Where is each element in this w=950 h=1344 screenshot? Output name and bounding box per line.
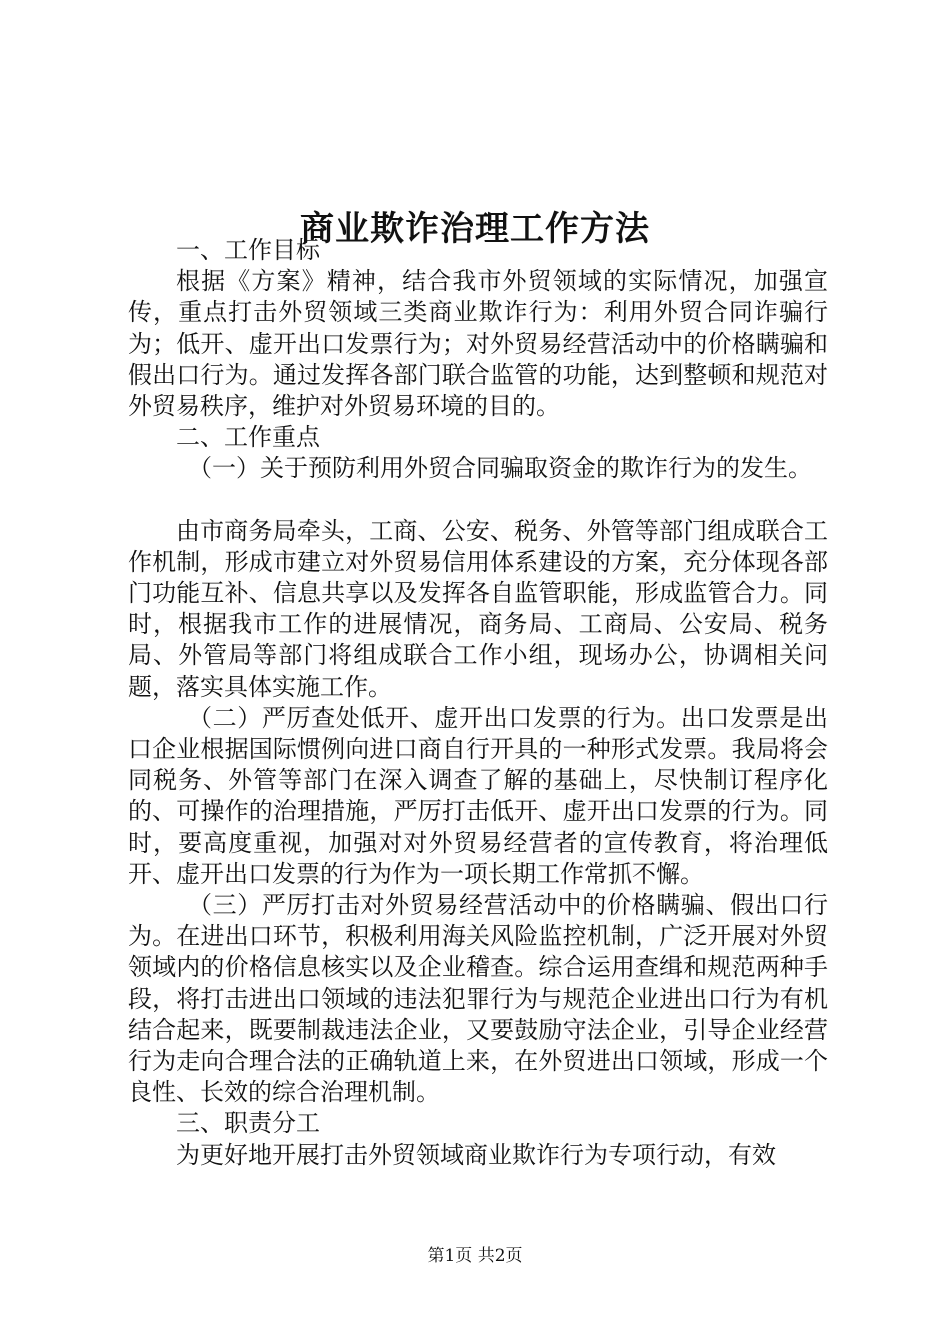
section-heading-focus: 二、工作重点 [176,423,320,452]
paragraph-goals: 根据《方案》精神，结合我市外贸领域的实际情况，加强宣传，重点打击外贸领域三类商业欺诈行为：利用外贸合同诈骗行为；低开、虚开出口发票行为；对外贸易经营活动中的价格瞒骗和假出口行为。通过发挥各部门联合监管的功能，达到整顿和规范对外贸易秩序，维护对外贸易环境的目的。 [128,267,828,421]
document-body [128,235,828,1171]
page-number-footer: 第1页 共2页 [427,1246,523,1266]
section-heading-goals: 一、工作目标 [176,236,320,264]
section-heading-duties: 三、职责分工 [176,1109,320,1138]
paragraph-invoice-fraud: （二）严厉查处低开、虚开出口发票的行为。出口发票是出口企业根据国际惯例向进口商自行开具的一种形式发票。我局将会同税务、外管等部门在深入调查了解的基础上，尽快制订程序化的、可操作的治理措施，严厉打击低开、虚开出口发票的行为。同时，要高度重视，加强对对外贸易经营者的宣传教育，将治理低开、虚开出口发票的行为作为一项长期工作常抓不懈。 [128,703,828,888]
subheading-contract-fraud: （一）关于预防利用外贸合同骗取资金的欺诈行为的发生。 [188,454,812,483]
paragraph-joint-mechanism: 由市商务局牵头，工商、公安、税务、外管等部门组成联合工作机制，形成市建立对外贸易信用体系建设的方案，充分体现各部门功能互补、信息共享以及发挥各自监管职能，形成监管合力。同时，根据我市工作的进展情况，商务局、工商局、公安局、税务局、外管局等部门将组成联合工作小组，现场办公，协调相关问题，落实具体实施工作。 [128,516,828,701]
paragraph-duties: 为更好地开展打击外贸领域商业欺诈行为专项行动，有效 [176,1140,776,1169]
document-title: 商业欺诈治理工作方法 [300,208,650,249]
paragraph-price-fraud: （三）严厉打击对外贸易经营活动中的价格瞒骗、假出口行为。在进出口环节，积极利用海关风险监控机制，广泛开展对外贸领域内的价格信息核实以及企业稽查。综合运用查缉和规范两种手段，将打击进出口领域的违法犯罪行为与规范企业进出口行为有机结合起来，既要制裁违法企业，又要鼓励守法企业，引导企业经营行为走向合理合法的正确轨道上来，在外贸进出口领域，形成一个良性、长效的综合治理机制。 [128,891,828,1107]
